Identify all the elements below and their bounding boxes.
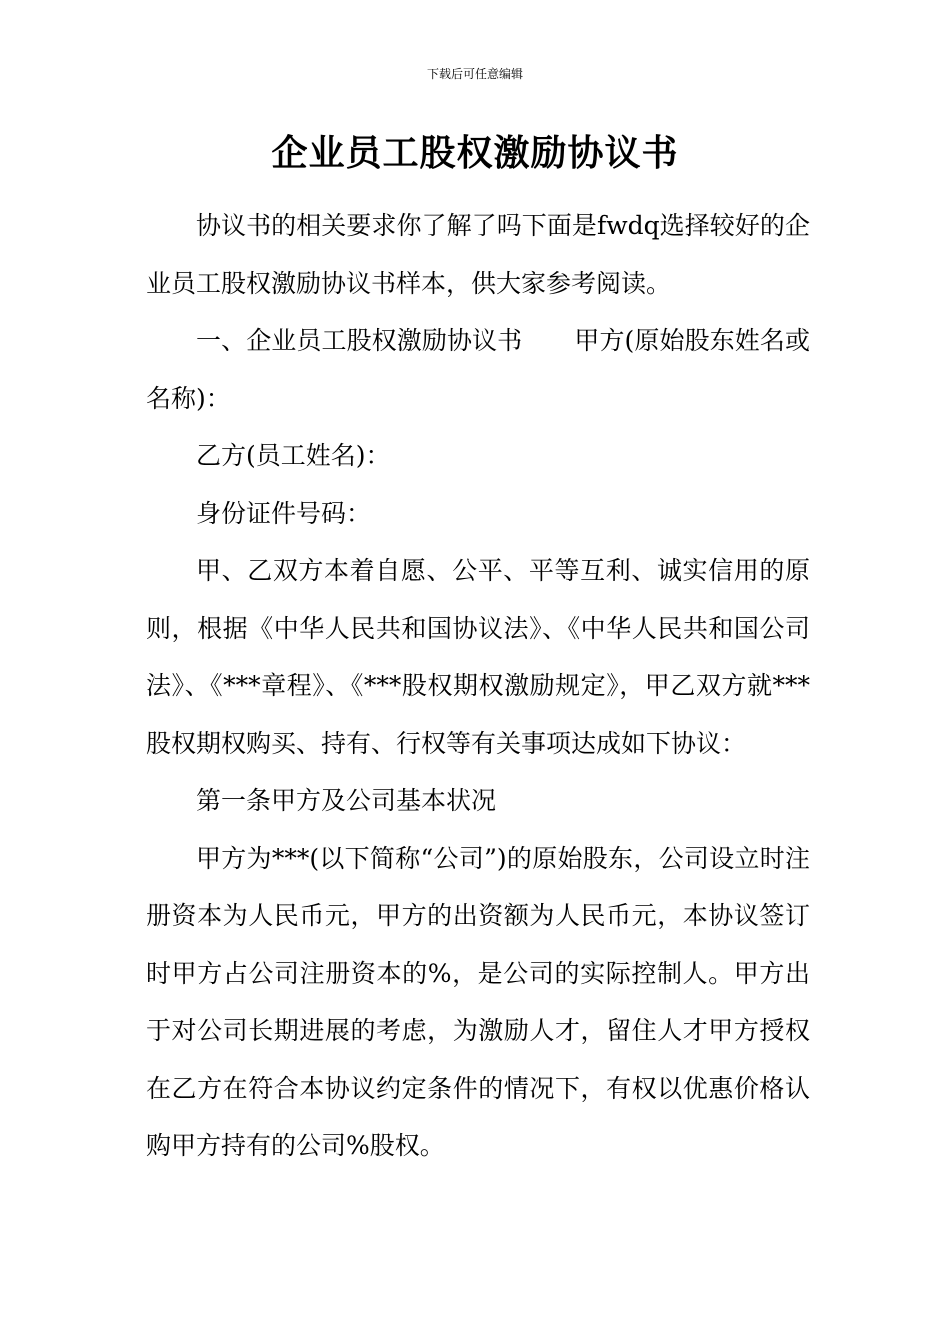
document-title: 企业员工股权激励协议书 bbox=[271, 132, 679, 174]
party-b-label: 乙方(员工姓名)： bbox=[196, 441, 391, 470]
document-body bbox=[146, 197, 810, 1175]
section-one-line bbox=[146, 312, 810, 427]
article-one-title: 第一条甲方及公司基本状况 bbox=[196, 786, 497, 815]
intro-paragraph: 协议书的相关要求你了解了吗下面是fwdq选择较好的企业员工股权激励协议书样本，供大家参考阅读。 bbox=[146, 211, 810, 298]
section-one-heading: 一、企业员工股权激励协议书 bbox=[196, 326, 523, 355]
id-number-label: 身份证件号码： bbox=[196, 498, 372, 528]
preamble-paragraph: 甲、乙双方本着自愿、公平、平等互利、诚实信用的原则，根据《中华人民共和国协议法》、《中华人民共和国公司法》、《***章程》、《***股权期权激励规定》，甲乙双方就***股权期权购买、持有、行权等有关事项达成如下协议： bbox=[146, 556, 810, 758]
party-a-label: 甲方(原始股东姓名或名称)： bbox=[146, 326, 810, 413]
header-note: 下载后可任意编辑 bbox=[426, 67, 523, 81]
article-one-body: 甲方为***(以下简称“公司”)的原始股东，公司设立时注册资本为人民币元，甲方的出资额为人民币元，本协议签订时甲方占公司注册资本的%，是公司的实际控制人。甲方出于对公司长期进展的考虑，为激励人才，留住人才甲方授权在乙方在符合本协议约定条件的情况下，有权以优惠价格认购甲方持有的公司%股权。 bbox=[146, 843, 810, 1160]
